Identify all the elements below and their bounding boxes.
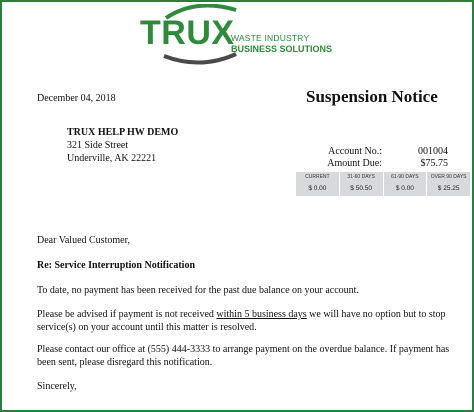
deadline-text: within 5 business days — [216, 309, 307, 320]
letter-date: December 04, 2018 — [37, 93, 116, 104]
company-logo — [136, 4, 342, 68]
account-summary — [318, 146, 448, 170]
amount-due: $75.75 — [420, 158, 448, 169]
aging-table — [296, 172, 470, 196]
aging-header: CURRENT — [305, 174, 330, 180]
paragraph-2 — [37, 309, 457, 334]
aging-column — [383, 172, 427, 196]
aging-value: $ 25.25 — [437, 185, 460, 192]
paragraph-3: Please contact our office at (555) 444-3333 to arrange payment on the overdue balance. If payment has been sent, please disregard this notification. — [37, 344, 450, 368]
account-number-label: Account No.: — [328, 146, 382, 157]
paragraph-2-end: we will have no option but to stop service(s) on your account until this matter is resolved. — [37, 309, 446, 333]
closing: Sincerely, — [37, 381, 77, 392]
logo-tagline-1: WASTE INDUSTRY — [231, 33, 310, 43]
greeting: Dear Valued Customer, — [37, 235, 131, 246]
aging-column — [339, 172, 383, 196]
amount-due-label: Amount Due: — [327, 158, 382, 169]
aging-value: $ 50.50 — [350, 185, 372, 192]
recipient-name: TRUX HELP HW DEMO — [67, 127, 179, 138]
page-title: Suspension Notice — [306, 87, 438, 106]
recipient-city: Underville, AK 22221 — [67, 153, 157, 164]
aging-column — [426, 172, 470, 196]
paragraph-2-start: Please be advised if payment is not received — [37, 309, 217, 320]
subject-line: Re: Service Interruption Notification — [37, 260, 196, 271]
logo-wordmark: TRUX — [140, 14, 235, 52]
aging-column — [296, 172, 339, 196]
aging-header: OVER 90 DAYS — [430, 174, 467, 180]
account-number: 001004 — [418, 146, 448, 157]
paragraph-1: To date, no payment has been received for the past due balance on your account. — [37, 285, 359, 296]
logo-tagline-2: BUSINESS SOLUTIONS — [231, 44, 333, 54]
recipient-street: 321 Side Street — [67, 140, 129, 151]
aging-header: 31-60 DAYS — [347, 174, 375, 180]
aging-header: 61-90 DAYS — [391, 174, 419, 180]
aging-value: $ 0.00 — [308, 185, 327, 192]
recipient-address — [67, 126, 178, 165]
aging-value: $ 0.00 — [395, 185, 414, 192]
